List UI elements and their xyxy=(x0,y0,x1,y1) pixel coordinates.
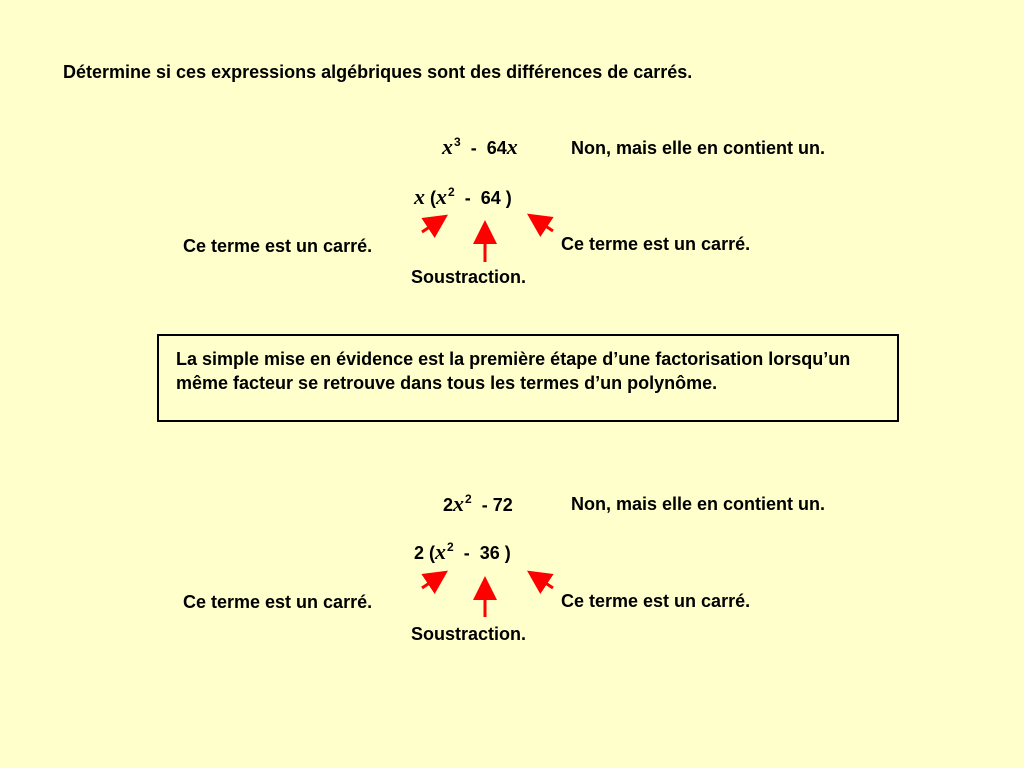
page-title: Détermine si ces expressions algébriques sont des différences de carrés. xyxy=(63,62,693,82)
middle-note-1: Soustraction. xyxy=(411,267,527,287)
expr2-constant: 72 xyxy=(492,495,513,515)
info-box-text: La simple mise en évidence est la première étape d’une factorisation lorsqu’un même facteur se retrouve dans tous les termes d’un polynôme. xyxy=(176,349,851,393)
arrow-left-2 xyxy=(422,574,443,588)
factored1-exponent: 2 xyxy=(448,185,455,199)
left-note-2: Ce terme est un carré. xyxy=(183,592,373,612)
factored1-close-paren: ) xyxy=(505,188,512,208)
verdict-2: Non, mais elle en contient un. xyxy=(571,494,826,514)
middle-note-2: Soustraction. xyxy=(411,624,527,644)
expr1-var2: x xyxy=(506,134,518,159)
factored2-exponent: 2 xyxy=(447,540,454,554)
factored2-outer: 2 xyxy=(414,543,425,563)
right-note-1: Ce terme est un carré. xyxy=(561,234,751,254)
factored1-var: x xyxy=(436,184,448,209)
left-note-1: Ce terme est un carré. xyxy=(183,236,373,256)
expr2-exponent: 2 xyxy=(465,492,472,506)
arrow-right-2 xyxy=(532,574,553,588)
expr2-coefficient: 2 xyxy=(443,495,454,515)
factored2-operator: - xyxy=(463,543,470,563)
factored2-var: x xyxy=(435,539,447,564)
factored1-open-paren: ( xyxy=(430,188,437,208)
factored2-constant: 36 xyxy=(479,543,500,563)
arrow-left-1 xyxy=(422,218,443,232)
factored1-operator: - xyxy=(464,188,471,208)
expr1-operator: - xyxy=(470,138,477,158)
expr1-coefficient: 64 xyxy=(486,138,507,158)
expr1-var1: x xyxy=(442,134,453,159)
factored2-open-paren: ( xyxy=(429,543,436,563)
expr1-exponent: 3 xyxy=(454,135,461,149)
factored2-close-paren: ) xyxy=(504,543,511,563)
factored1-constant: 64 xyxy=(480,188,501,208)
factored1-outer: x xyxy=(414,184,425,209)
arrow-right-1 xyxy=(532,217,553,231)
verdict-1: Non, mais elle en contient un. xyxy=(571,138,826,158)
expr2-operator: - xyxy=(481,495,488,515)
expr2-var: x xyxy=(453,491,465,516)
right-note-2: Ce terme est un carré. xyxy=(561,591,751,611)
